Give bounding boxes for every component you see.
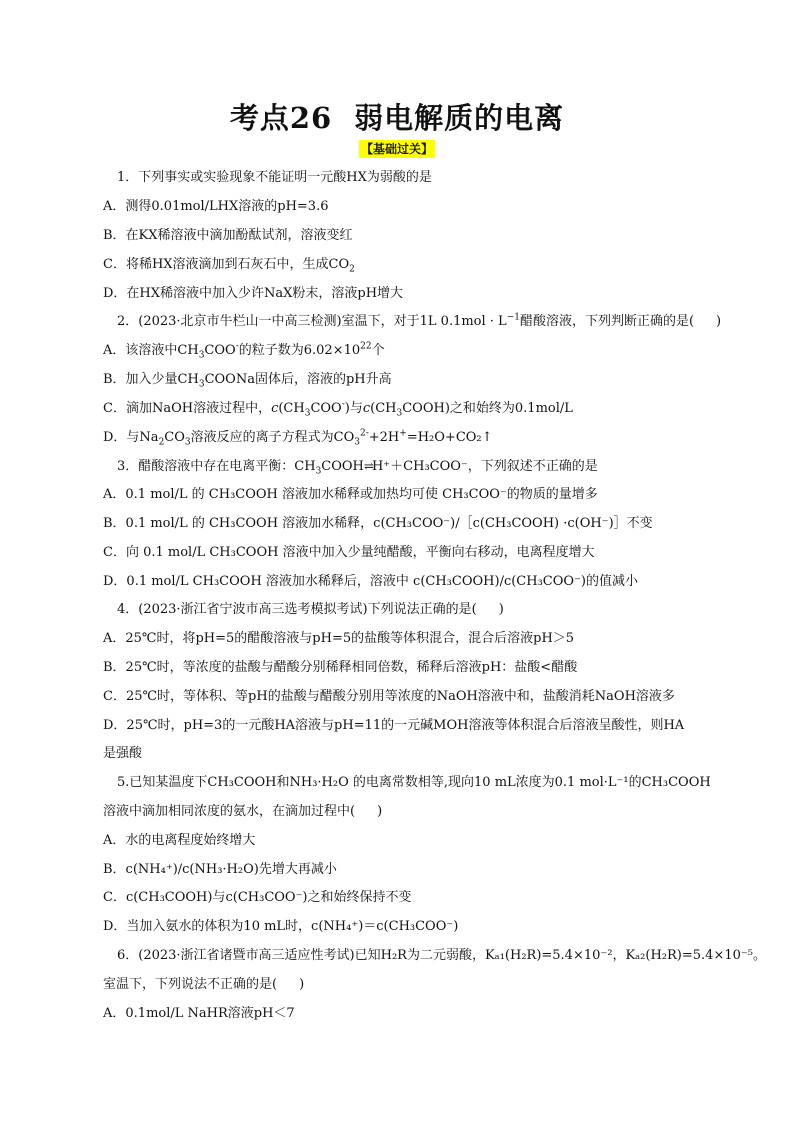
- title-part1: 考点26: [229, 101, 333, 135]
- q1-stem: 1．下列事实或实验现象不能证明一元酸HX为弱酸的是: [117, 170, 432, 185]
- q2-stem: 2．(2023·北京市牛栏山一中高三检测)室温下，对于1L $0.1mol \cdot L^{-1}$醋酸溶液，下列判断正确的是( ): [117, 312, 722, 329]
- q4-option-a: A．25℃时，将pH=5的醋酸溶液与pH=5的盐酸等体积混合，混合后溶液pH＞5: [103, 631, 575, 646]
- q2-option-d: D．与$Na_2CO_3$溶液反应的离子方程式为$CO_3^{2-}+2H^+=H_2O+CO_2↑$: [103, 428, 493, 448]
- q1-option-b: B．在KX稀溶液中滴加酚酞试剂，溶液变红: [103, 228, 353, 243]
- section-tag: 【基础过关】: [360, 142, 433, 156]
- q5-option-c: C．c(CH₃COOH)与c(CH₃COO⁻)之和始终保持不变: [103, 890, 412, 905]
- q3-option-a: A．0.1 mol/L 的 CH₃COOH 溶液加水稀释或加热均可使 CH₃COO⁻的物质的量增多: [103, 487, 598, 502]
- q5-option-a: A．水的电离程度始终增大: [103, 833, 256, 848]
- q4-option-d-cont: 是强酸: [103, 746, 143, 761]
- q1-option-a: A．测得0.01mol/LHX溶液的pH=3.6: [103, 199, 329, 214]
- q5-stem: 5.已知某温度下CH₃COOH和NH₃·H₂O 的电离常数相等,现向10 mL浓度为0.1 mol·L⁻¹的CH₃COOH: [117, 775, 711, 790]
- q6-option-a: A．0.1mol/L NaHR溶液pH＜7: [103, 1006, 295, 1021]
- q4-stem: 4．(2023·浙江省宁波市高三选考模拟考试)下列说法正确的是( ): [117, 602, 504, 617]
- q5-option-b: B．c(NH₄⁺)/c(NH₃·H₂O)先增大再减小: [103, 862, 337, 877]
- q3-option-c: C．向 0.1 mol/L CH₃COOH 溶液中加入少量纯醋酸，平衡向右移动，电离程度增大: [103, 545, 595, 560]
- q5-stem-cont: 溶液中滴加相同浓度的氨水，在滴加过程中( ): [103, 804, 383, 819]
- q2-option-b: B．加入少量$CH_3COONa$固体后，溶液的pH升高: [103, 372, 392, 390]
- q1-option-d: D．在HX稀溶液中加入少许NaX粉末，溶液pH增大: [103, 286, 404, 301]
- section-tag-wrap: [0, 138, 794, 158]
- page-title: [0, 96, 794, 137]
- q2-option-c: C．滴加NaOH溶液过程中，$c(CH_3COO^-)$与$c(CH_3COOH)$之和始终为0.1mol/L: [103, 399, 573, 419]
- q4-option-d: D．25℃时，pH=3的一元酸HA溶液与pH=11的一元碱MOH溶液等体积混合后溶液呈酸性，则HA: [103, 718, 685, 733]
- q3-option-d: D．0.1 mol/L CH₃COOH 溶液加水稀释后，溶液中 c(CH₃COOH)/c(CH₃COO⁻)的值减小: [103, 574, 638, 589]
- title-part2: 弱电解质的电离: [354, 101, 565, 135]
- q2-option-a: A．该溶液中$CH_3COO^-$的粒子数为$6.02\times 10^{22}$个: [103, 341, 385, 361]
- q3-option-b: B．0.1 mol/L 的 CH₃COOH 溶液加水稀释，c(CH₃COO⁻)/［c(CH₃COOH) ·c(OH⁻)］不变: [103, 516, 653, 531]
- q1-option-c: C．将稀HX溶液滴加到石灰石中，生成$CO_2$: [103, 257, 355, 275]
- q4-option-c: C．25℃时，等体积、等pH的盐酸与醋酸分别用等浓度的NaOH溶液中和，盐酸消耗NaOH溶液多: [103, 689, 675, 704]
- q3-stem: 3．醋酸溶液中存在电离平衡：$CH_3COOH\rightleftharpoons H^++CH_3COO^-$，下列叙述不正确的是: [117, 459, 598, 477]
- q4-option-b: B．25℃时，等浓度的盐酸与醋酸分别稀释相同倍数，稀释后溶液pH：盐酸<醋酸: [103, 660, 578, 675]
- q5-option-d: D．当加入氨水的体积为10 mL时，c(NH₄⁺)＝c(CH₃COO⁻): [103, 919, 459, 934]
- q6-stem-cont: 室温下，下列说法不正确的是( ): [103, 977, 305, 992]
- q6-stem: 6．(2023·浙江省诸暨市高三适应性考试)已知H₂R为二元弱酸，Kₐ₁(H₂R)=5.4×10⁻²，Kₐ₂(H₂R)=5.4×10⁻⁵。: [117, 948, 766, 963]
- equilibrium-arrow-icon: ⇌: [363, 459, 372, 473]
